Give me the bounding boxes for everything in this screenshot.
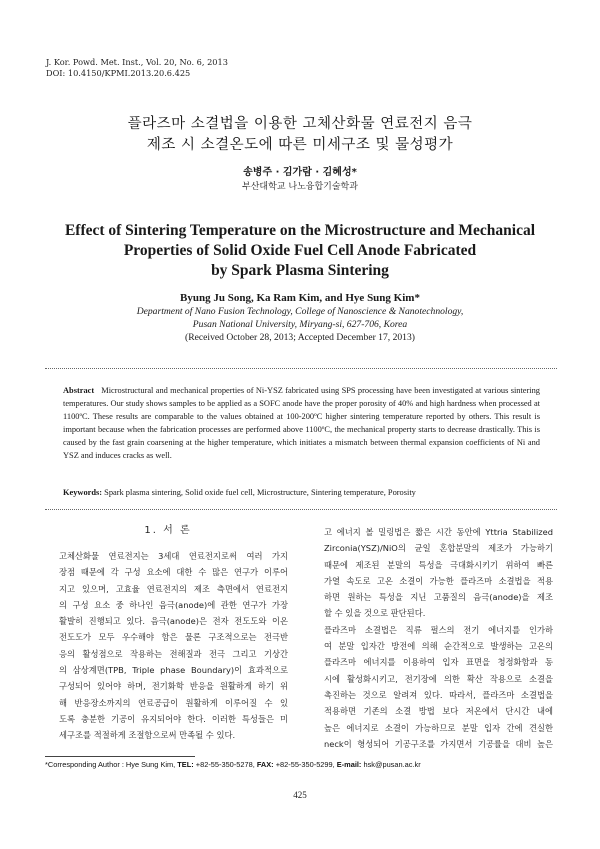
fax-label: FAX: bbox=[256, 760, 274, 769]
text-line: 고 에너지 볼 밀링법은 짧은 시간 동안에 Yttria Stabilized bbox=[324, 527, 553, 537]
korean-title-line-1: 플라즈마 소결법을 이용한 고체산화물 연료전지 음극 bbox=[127, 116, 473, 132]
text-line: 구성되어 있어야 하며, 전기화학 반응을 원활하게 하기 위 bbox=[59, 681, 288, 692]
text-line: 가열 속도로 고온 소결이 가능한 플라즈마 소결법을 적용 bbox=[324, 575, 553, 586]
paragraph-plasma-sintering bbox=[313, 622, 553, 752]
text-line: 여 분말 입자간 방전에 의해 순간적으로 발생하는 고온의 bbox=[324, 641, 553, 652]
received-dates: (Received October 28, 2013; Accepted December 17, 2013) bbox=[185, 332, 415, 343]
text-line: 지고 있으며, 고효율 연료전지의 제조 측면에서 연료전지 bbox=[59, 583, 288, 594]
english-authors: Byung Ju Song, Ka Ram Kim, and Hye Sung Kim* bbox=[180, 292, 420, 304]
journal-citation: J. Kor. Powd. Met. Inst., Vol. 20, No. 6, 2013 bbox=[46, 57, 228, 67]
english-title bbox=[40, 221, 560, 281]
korean-authors: 송병주 · 김가람 · 김혜성* bbox=[243, 167, 357, 178]
journal-header bbox=[46, 57, 228, 79]
paragraph-ball-milling bbox=[313, 524, 553, 622]
text-line: 응의 활성점으로 작용하는 전해질과 전극 그리고 기상간 bbox=[59, 648, 288, 659]
korean-title-line-2: 제조 시 소결온도에 따른 미세구조 및 물성평가 bbox=[146, 137, 454, 153]
divider-bottom bbox=[45, 509, 557, 510]
text-line: 도록 충분한 기공이 유지되어야 한다. 이러한 특성들은 미 bbox=[59, 713, 288, 724]
tel-label: TEL: bbox=[177, 760, 194, 769]
english-affiliation-line-2: Pusan National University, Miryang-si, 627-706, Korea bbox=[192, 318, 408, 330]
text-line: 플라즈마 에너지를 이용하여 입자 표면을 청정화함과 동 bbox=[324, 657, 553, 668]
section-heading-introduction: 1. 서 론 bbox=[144, 525, 192, 536]
text-line: 장점 때문에 각 구성 요소에 대한 수 많은 연구가 이루어 bbox=[59, 567, 288, 578]
page-number: 425 bbox=[293, 790, 307, 800]
text-line: 세구조를 적절하게 조절함으로써 만족될 수 있다. bbox=[59, 730, 236, 741]
english-affiliation-line-1: Department of Nano Fusion Technology, College of Nanoscience & Nanotechnology, bbox=[136, 306, 464, 317]
korean-title bbox=[0, 114, 600, 156]
keywords bbox=[63, 487, 543, 499]
text-line: Zirconia(YSZ)/NiO의 균일 혼합분말의 제조가 가능하기 bbox=[324, 543, 553, 554]
email-label: E-mail: bbox=[336, 760, 362, 769]
right-column bbox=[313, 524, 553, 752]
english-title-line-1: Effect of Sintering Temperature on the Microstructure and Mechanical bbox=[64, 222, 536, 239]
text-line: 의 구성 요소 중 하나인 음극(anode)에 관한 연구가 가장 bbox=[59, 599, 288, 610]
intro-paragraph bbox=[48, 548, 288, 744]
korean-affiliation: 부산대학교 나노융합기술학과 bbox=[242, 182, 358, 192]
footnote-rule bbox=[45, 756, 195, 757]
text-line: 활발히 진행되고 있다. 음극(anode)은 전자 전도도와 이온 bbox=[59, 616, 288, 627]
fax-value: +82-55-350-5299, bbox=[275, 760, 335, 769]
email-link[interactable]: hsk@pusan.ac.kr bbox=[363, 760, 421, 769]
text-line: 해 반응장소까지의 연료공급이 원활하게 이루어질 수 있 bbox=[59, 697, 288, 708]
english-affiliation bbox=[0, 306, 600, 331]
text-line: neck이 형성되어 기공구조를 가지면서 기공률을 대비 높은 bbox=[324, 738, 553, 749]
keywords-text: Spark plasma sintering, Solid oxide fuel cell, Microstructure, Sintering temperature, Porosity bbox=[104, 488, 416, 497]
text-line: 플라즈마 소결법은 직류 펄스의 전기 에너지를 인가하 bbox=[324, 624, 553, 635]
text-line: 의 삼상계면(TPB, Triple phase Boundary)이 효과적으로 bbox=[59, 665, 288, 676]
corresponding-author-footnote bbox=[45, 760, 421, 770]
text-line: 고체산화물 연료전지는 3세대 연료전지로써 여러 가지 bbox=[59, 551, 288, 561]
text-line: 높은 에너지로 소결이 가능하므로 분말 입자 간에 견실한 bbox=[324, 722, 553, 733]
text-line: 전도도가 모두 우수해야 함은 물론 구조적으로는 전극반 bbox=[59, 632, 288, 643]
divider-top bbox=[45, 368, 557, 369]
abstract-text: Microstructural and mechanical properties of Ni-YSZ fabricated using SPS processing have been investigated at various sintering temperatures. Our study shows samples to be applied as a SOFC anode have the proper porosity of 40% and high hardness when processed at 1100ºC. These results are comparable to the values obtained at 100-200ºC higher sintering temperature reported by others. This result is important because when the fabrication processes are performed above 1100ºC, the mechanical property starts to decrease drastically. This is caused by the fast grain coarsening at the higher temperature, which initiates a mismatch between thermal expansion coefficients of Ni and YSZ and induces cracks as well. bbox=[63, 386, 540, 461]
text-line: 촉진하는 것으로 알려져 있다. 따라서, 플라즈마 소결법을 bbox=[324, 689, 553, 700]
english-title-line-3: by Spark Plasma Sintering bbox=[211, 262, 389, 279]
keywords-label: Keywords: bbox=[63, 488, 103, 497]
abstract bbox=[63, 384, 540, 463]
abstract-label: Abstract bbox=[63, 386, 95, 395]
text-line: 적용하면 기존의 소결 방법 보다 저온에서 단시간 내에 bbox=[324, 706, 553, 717]
footnote-prefix: *Corresponding Author : Hye Sung Kim, bbox=[45, 760, 176, 769]
journal-doi: DOI: 10.4150/KPMI.2013.20.6.425 bbox=[46, 68, 191, 78]
text-line: 할 수 있을 것으로 판단된다. bbox=[324, 608, 426, 619]
english-title-line-2: Properties of Solid Oxide Fuel Cell Anode Fabricated bbox=[123, 242, 477, 259]
tel-value: +82-55-350-5278, bbox=[195, 760, 255, 769]
left-column bbox=[48, 524, 288, 744]
text-line: 시에 활성화시키고, 전기장에 의한 확산 작용으로 소결을 bbox=[324, 673, 553, 684]
text-line: 하면 원하는 특성을 지닌 고품질의 음극(anode)을 제조 bbox=[324, 592, 553, 603]
text-line: 때문에 제조된 분말의 특성을 극대화시키기 위하여 빠른 bbox=[324, 559, 553, 570]
